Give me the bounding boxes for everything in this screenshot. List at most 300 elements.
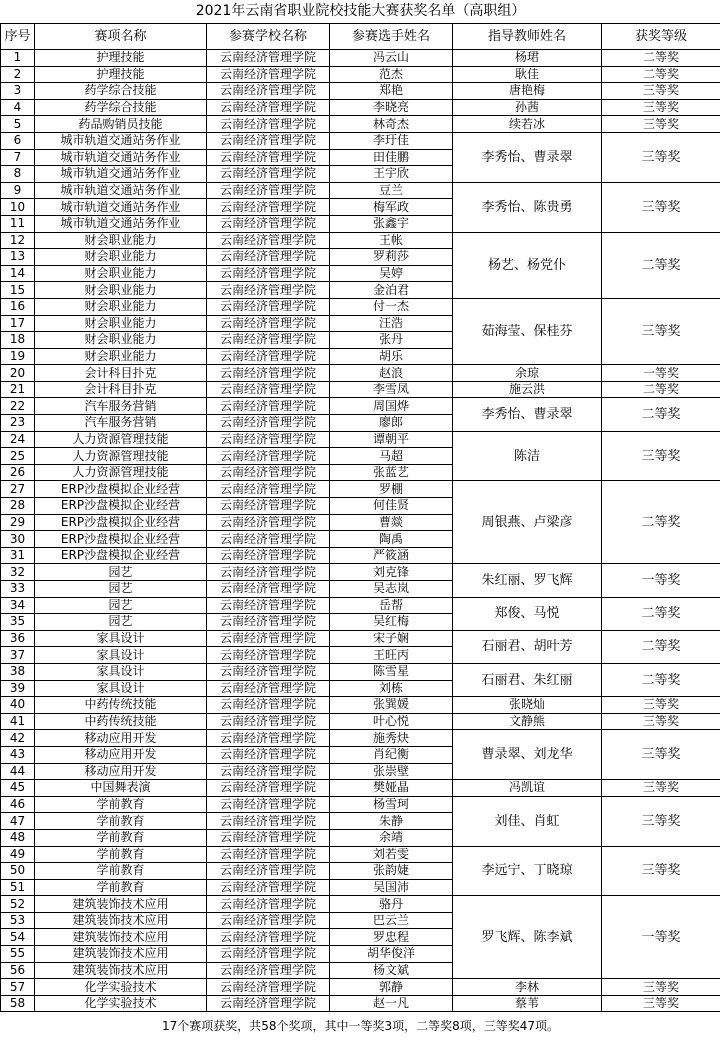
header-award: 获奖等级 (602, 24, 720, 50)
school-name: 云南经济管理学院 (207, 597, 330, 614)
student-name: 周国烨 (330, 398, 453, 415)
student-name: 岳帮 (330, 597, 453, 614)
school-name: 云南经济管理学院 (207, 66, 330, 83)
student-name: 张崇壁 (330, 763, 453, 780)
student-name: 梅军政 (330, 199, 453, 216)
school-name: 云南经济管理学院 (207, 514, 330, 531)
row-number: 27 (1, 481, 35, 498)
row-number: 12 (1, 232, 35, 249)
teacher-name: 石丽君、朱红丽 (453, 663, 602, 696)
teacher-name: 李秀怡、曹录翠 (453, 398, 602, 431)
school-name: 云南经济管理学院 (207, 863, 330, 880)
row-number: 53 (1, 912, 35, 929)
event-name: 中药传统技能 (35, 697, 207, 714)
event-name: 学前教育 (35, 796, 207, 813)
row-number: 36 (1, 630, 35, 647)
event-name: 学前教育 (35, 879, 207, 896)
row-number: 4 (1, 99, 35, 116)
award-level: 三等奖 (602, 796, 720, 846)
award-level: 三等奖 (602, 995, 720, 1012)
school-name: 云南经济管理学院 (207, 132, 330, 149)
school-name: 云南经济管理学院 (207, 381, 330, 398)
award-level: 三等奖 (602, 730, 720, 780)
header-school: 参赛学校名称 (207, 24, 330, 50)
row-number: 31 (1, 547, 35, 564)
student-name: 施秀炔 (330, 730, 453, 747)
table-title: 2021年云南省职业院校技能大赛获奖名单（高职组） (1, 0, 720, 24)
event-name: 园艺 (35, 564, 207, 581)
row-number: 38 (1, 663, 35, 680)
school-name: 云南经济管理学院 (207, 464, 330, 481)
table-row (1, 846, 720, 863)
event-name: 城市轨道交通站务作业 (35, 132, 207, 149)
award-level: 三等奖 (602, 431, 720, 481)
student-name: 余靖 (330, 829, 453, 846)
row-number: 14 (1, 265, 35, 282)
row-number: 54 (1, 929, 35, 946)
row-number: 17 (1, 315, 35, 332)
school-name: 云南经济管理学院 (207, 282, 330, 299)
school-name: 云南经济管理学院 (207, 780, 330, 797)
student-name: 汪浩 (330, 315, 453, 332)
event-name: 移动应用开发 (35, 730, 207, 747)
header-event: 赛项名称 (35, 24, 207, 50)
student-name: 陶禹 (330, 531, 453, 548)
school-name: 云南经济管理学院 (207, 730, 330, 747)
award-level: 二等奖 (602, 398, 720, 431)
award-level: 二等奖 (602, 232, 720, 298)
event-name: 会计科目扑克 (35, 381, 207, 398)
table-row (1, 182, 720, 199)
row-number: 37 (1, 647, 35, 664)
student-name: 李玗佳 (330, 132, 453, 149)
event-name: 中药传统技能 (35, 713, 207, 730)
teacher-name: 李远宁、丁晓琼 (453, 846, 602, 896)
school-name: 云南经济管理学院 (207, 995, 330, 1012)
student-name: 豆兰 (330, 182, 453, 199)
table-row (1, 697, 720, 714)
teacher-name: 孙茜 (453, 99, 602, 116)
school-name: 云南经济管理学院 (207, 896, 330, 913)
award-level: 三等奖 (602, 132, 720, 182)
row-number: 52 (1, 896, 35, 913)
teacher-name: 施云洪 (453, 381, 602, 398)
student-name: 刘克锋 (330, 564, 453, 581)
student-name: 林奇杰 (330, 116, 453, 133)
event-name: 财会职业能力 (35, 348, 207, 365)
school-name: 云南经济管理学院 (207, 348, 330, 365)
row-number: 23 (1, 415, 35, 432)
teacher-name: 耿佳 (453, 66, 602, 83)
row-number: 6 (1, 132, 35, 149)
student-name: 吴婷 (330, 265, 453, 282)
row-number: 13 (1, 249, 35, 266)
student-name: 李晓亮 (330, 99, 453, 116)
award-level: 二等奖 (602, 597, 720, 630)
event-name: ERP沙盘模拟企业经营 (35, 531, 207, 548)
student-name: 王宇欣 (330, 166, 453, 183)
table-row (1, 381, 720, 398)
award-level: 三等奖 (602, 99, 720, 116)
award-level: 一等奖 (602, 564, 720, 597)
student-name: 张巽媛 (330, 697, 453, 714)
header-row (1, 24, 720, 50)
teacher-name: 石丽君、胡叶芳 (453, 630, 602, 663)
school-name: 云南经济管理学院 (207, 232, 330, 249)
event-name: 家具设计 (35, 647, 207, 664)
teacher-name: 李林 (453, 979, 602, 996)
school-name: 云南经济管理学院 (207, 564, 330, 581)
event-name: 园艺 (35, 597, 207, 614)
event-name: 家具设计 (35, 663, 207, 680)
table-row (1, 564, 720, 581)
teacher-name: 茹海莹、保桂芬 (453, 298, 602, 364)
school-name: 云南经济管理学院 (207, 979, 330, 996)
student-name: 罗莉莎 (330, 249, 453, 266)
table-body (1, 50, 720, 1012)
table-row (1, 796, 720, 813)
teacher-name: 杨珺 (453, 50, 602, 67)
student-name: 王帐 (330, 232, 453, 249)
event-name: 人力资源管理技能 (35, 448, 207, 465)
school-name: 云南经济管理学院 (207, 249, 330, 266)
row-number: 44 (1, 763, 35, 780)
award-level: 三等奖 (602, 846, 720, 896)
table-row (1, 132, 720, 149)
event-name: 建筑装饰技术应用 (35, 912, 207, 929)
student-name: 罗忠程 (330, 929, 453, 946)
teacher-name: 张晓灿 (453, 697, 602, 714)
school-name: 云南经济管理学院 (207, 581, 330, 598)
award-level: 二等奖 (602, 50, 720, 67)
student-name: 刘若雯 (330, 846, 453, 863)
row-number: 49 (1, 846, 35, 863)
student-name: 吴红梅 (330, 614, 453, 631)
award-level: 三等奖 (602, 780, 720, 797)
student-name: 冯云山 (330, 50, 453, 67)
table-row (1, 365, 720, 382)
event-name: 城市轨道交通站务作业 (35, 215, 207, 232)
event-name: 家具设计 (35, 680, 207, 697)
student-name: 刘栋 (330, 680, 453, 697)
student-name: 郑艳 (330, 83, 453, 100)
event-name: 药学综合技能 (35, 83, 207, 100)
row-number: 55 (1, 946, 35, 963)
student-name: 罗棚 (330, 481, 453, 498)
teacher-name: 冯凯谊 (453, 780, 602, 797)
table-row (1, 50, 720, 67)
student-name: 赵浪 (330, 365, 453, 382)
student-name: 朱静 (330, 813, 453, 830)
row-number: 29 (1, 514, 35, 531)
student-name: 胡华俊洋 (330, 946, 453, 963)
table-row (1, 663, 720, 680)
row-number: 50 (1, 863, 35, 880)
teacher-name: 蔡苇 (453, 995, 602, 1012)
header-no: 序号 (1, 24, 35, 50)
school-name: 云南经济管理学院 (207, 149, 330, 166)
row-number: 43 (1, 746, 35, 763)
school-name: 云南经济管理学院 (207, 265, 330, 282)
school-name: 云南经济管理学院 (207, 796, 330, 813)
row-number: 42 (1, 730, 35, 747)
school-name: 云南经济管理学院 (207, 332, 330, 349)
student-name: 马超 (330, 448, 453, 465)
award-level: 二等奖 (602, 66, 720, 83)
event-name: 城市轨道交通站务作业 (35, 166, 207, 183)
school-name: 云南经济管理学院 (207, 531, 330, 548)
school-name: 云南经济管理学院 (207, 498, 330, 515)
event-name: 学前教育 (35, 813, 207, 830)
award-level: 三等奖 (602, 116, 720, 133)
event-name: 园艺 (35, 614, 207, 631)
row-number: 7 (1, 149, 35, 166)
school-name: 云南经济管理学院 (207, 614, 330, 631)
event-name: 财会职业能力 (35, 249, 207, 266)
student-name: 肖纪衡 (330, 746, 453, 763)
teacher-name: 周银燕、卢梁彦 (453, 481, 602, 564)
teacher-name: 曹录翠、刘龙华 (453, 730, 602, 780)
table-row (1, 630, 720, 647)
teacher-name: 李秀怡、曹录翠 (453, 132, 602, 182)
student-name: 付一杰 (330, 298, 453, 315)
teacher-name: 李秀怡、陈贵勇 (453, 182, 602, 232)
award-level: 一等奖 (602, 896, 720, 979)
teacher-name: 陈洁 (453, 431, 602, 481)
event-name: 城市轨道交通站务作业 (35, 149, 207, 166)
teacher-name: 郑俊、马悦 (453, 597, 602, 630)
school-name: 云南经济管理学院 (207, 663, 330, 680)
row-number: 51 (1, 879, 35, 896)
row-number: 11 (1, 215, 35, 232)
row-number: 2 (1, 66, 35, 83)
award-level: 二等奖 (602, 381, 720, 398)
event-name: 财会职业能力 (35, 298, 207, 315)
event-name: 建筑装饰技术应用 (35, 929, 207, 946)
event-name: 护理技能 (35, 66, 207, 83)
school-name: 云南经济管理学院 (207, 50, 330, 67)
table-row (1, 431, 720, 448)
student-name: 郭静 (330, 979, 453, 996)
school-name: 云南经济管理学院 (207, 199, 330, 216)
teacher-name: 余琼 (453, 365, 602, 382)
school-name: 云南经济管理学院 (207, 879, 330, 896)
school-name: 云南经济管理学院 (207, 415, 330, 432)
row-number: 32 (1, 564, 35, 581)
teacher-name: 刘佳、肖虹 (453, 796, 602, 846)
header-student: 参赛选手姓名 (330, 24, 453, 50)
student-name: 陈雪星 (330, 663, 453, 680)
row-number: 45 (1, 780, 35, 797)
event-name: 化学实验技术 (35, 979, 207, 996)
school-name: 云南经济管理学院 (207, 946, 330, 963)
event-name: 建筑装饰技术应用 (35, 896, 207, 913)
student-name: 胡乐 (330, 348, 453, 365)
row-number: 25 (1, 448, 35, 465)
event-name: 化学实验技术 (35, 995, 207, 1012)
event-name: 移动应用开发 (35, 763, 207, 780)
student-name: 严筱涵 (330, 547, 453, 564)
award-level: 三等奖 (602, 697, 720, 714)
school-name: 云南经济管理学院 (207, 365, 330, 382)
row-number: 1 (1, 50, 35, 67)
student-name: 张鑫宇 (330, 215, 453, 232)
school-name: 云南经济管理学院 (207, 829, 330, 846)
student-name: 樊娅晶 (330, 780, 453, 797)
event-name: 护理技能 (35, 50, 207, 67)
table-row (1, 481, 720, 498)
row-number: 10 (1, 199, 35, 216)
award-level: 三等奖 (602, 298, 720, 364)
school-name: 云南经济管理学院 (207, 647, 330, 664)
table-row (1, 730, 720, 747)
school-name: 云南经济管理学院 (207, 481, 330, 498)
award-level: 二等奖 (602, 663, 720, 696)
event-name: 药品购销员技能 (35, 116, 207, 133)
table-row (1, 780, 720, 797)
student-name: 宋子娴 (330, 630, 453, 647)
school-name: 云南经济管理学院 (207, 99, 330, 116)
school-name: 云南经济管理学院 (207, 962, 330, 979)
award-level: 三等奖 (602, 182, 720, 232)
table-row (1, 83, 720, 100)
school-name: 云南经济管理学院 (207, 83, 330, 100)
teacher-name: 杨艺、杨党仆 (453, 232, 602, 298)
row-number: 9 (1, 182, 35, 199)
school-name: 云南经济管理学院 (207, 166, 330, 183)
school-name: 云南经济管理学院 (207, 215, 330, 232)
row-number: 48 (1, 829, 35, 846)
row-number: 35 (1, 614, 35, 631)
student-name: 吴志岚 (330, 581, 453, 598)
award-level: 二等奖 (602, 481, 720, 564)
student-name: 张丹 (330, 332, 453, 349)
event-name: 药学综合技能 (35, 99, 207, 116)
row-number: 30 (1, 531, 35, 548)
award-level: 三等奖 (602, 979, 720, 996)
school-name: 云南经济管理学院 (207, 912, 330, 929)
row-number: 15 (1, 282, 35, 299)
event-name: ERP沙盘模拟企业经营 (35, 498, 207, 515)
row-number: 34 (1, 597, 35, 614)
teacher-name: 文静熊 (453, 713, 602, 730)
row-number: 46 (1, 796, 35, 813)
student-name: 杨文斌 (330, 962, 453, 979)
table-row (1, 597, 720, 614)
event-name: ERP沙盘模拟企业经营 (35, 514, 207, 531)
school-name: 云南经济管理学院 (207, 298, 330, 315)
row-number: 8 (1, 166, 35, 183)
school-name: 云南经济管理学院 (207, 929, 330, 946)
student-name: 杨雪珂 (330, 796, 453, 813)
student-name: 李雪凤 (330, 381, 453, 398)
row-number: 56 (1, 962, 35, 979)
row-number: 41 (1, 713, 35, 730)
student-name: 谭朝平 (330, 431, 453, 448)
row-number: 40 (1, 697, 35, 714)
row-number: 57 (1, 979, 35, 996)
student-name: 赵一凡 (330, 995, 453, 1012)
row-number: 28 (1, 498, 35, 515)
event-name: 会计科目扑克 (35, 365, 207, 382)
event-name: 汽车服务营销 (35, 398, 207, 415)
school-name: 云南经济管理学院 (207, 448, 330, 465)
teacher-name: 续若冰 (453, 116, 602, 133)
table-row (1, 66, 720, 83)
event-name: 城市轨道交通站务作业 (35, 199, 207, 216)
school-name: 云南经济管理学院 (207, 116, 330, 133)
row-number: 22 (1, 398, 35, 415)
event-name: 财会职业能力 (35, 315, 207, 332)
student-name: 曹燚 (330, 514, 453, 531)
event-name: 建筑装饰技术应用 (35, 962, 207, 979)
event-name: 移动应用开发 (35, 746, 207, 763)
school-name: 云南经济管理学院 (207, 315, 330, 332)
row-number: 18 (1, 332, 35, 349)
award-level: 一等奖 (602, 365, 720, 382)
school-name: 云南经济管理学院 (207, 431, 330, 448)
event-name: 人力资源管理技能 (35, 431, 207, 448)
table-row (1, 232, 720, 249)
row-number: 33 (1, 581, 35, 598)
event-name: 财会职业能力 (35, 332, 207, 349)
school-name: 云南经济管理学院 (207, 630, 330, 647)
header-teacher: 指导教师姓名 (453, 24, 602, 50)
row-number: 39 (1, 680, 35, 697)
school-name: 云南经济管理学院 (207, 680, 330, 697)
student-name: 张蓝艺 (330, 464, 453, 481)
award-level: 二等奖 (602, 630, 720, 663)
student-name: 范杰 (330, 66, 453, 83)
event-name: 家具设计 (35, 630, 207, 647)
student-name: 金泊君 (330, 282, 453, 299)
table-row (1, 298, 720, 315)
table-row (1, 979, 720, 996)
event-name: 学前教育 (35, 863, 207, 880)
award-level: 三等奖 (602, 83, 720, 100)
summary-footer: 17个赛项获奖，共58个奖项，其中一等奖3项，二等奖8项，三等奖47项。 (1, 1012, 720, 1041)
event-name: 财会职业能力 (35, 265, 207, 282)
event-name: 建筑装饰技术应用 (35, 946, 207, 963)
event-name: 城市轨道交通站务作业 (35, 182, 207, 199)
event-name: 学前教育 (35, 846, 207, 863)
row-number: 58 (1, 995, 35, 1012)
student-name: 廖郎 (330, 415, 453, 432)
table-row (1, 713, 720, 730)
school-name: 云南经济管理学院 (207, 713, 330, 730)
award-level: 三等奖 (602, 713, 720, 730)
event-name: 财会职业能力 (35, 232, 207, 249)
table-row (1, 995, 720, 1012)
row-number: 3 (1, 83, 35, 100)
student-name: 田佳鹏 (330, 149, 453, 166)
student-name: 张韵婕 (330, 863, 453, 880)
table-row (1, 116, 720, 133)
teacher-name: 罗飞辉、陈李斌 (453, 896, 602, 979)
row-number: 21 (1, 381, 35, 398)
event-name: 人力资源管理技能 (35, 464, 207, 481)
event-name: 学前教育 (35, 829, 207, 846)
student-name: 王旺丙 (330, 647, 453, 664)
event-name: 财会职业能力 (35, 282, 207, 299)
event-name: 汽车服务营销 (35, 415, 207, 432)
school-name: 云南经济管理学院 (207, 846, 330, 863)
table-row (1, 896, 720, 913)
school-name: 云南经济管理学院 (207, 763, 330, 780)
table-row (1, 99, 720, 116)
teacher-name: 唐艳梅 (453, 83, 602, 100)
school-name: 云南经济管理学院 (207, 697, 330, 714)
